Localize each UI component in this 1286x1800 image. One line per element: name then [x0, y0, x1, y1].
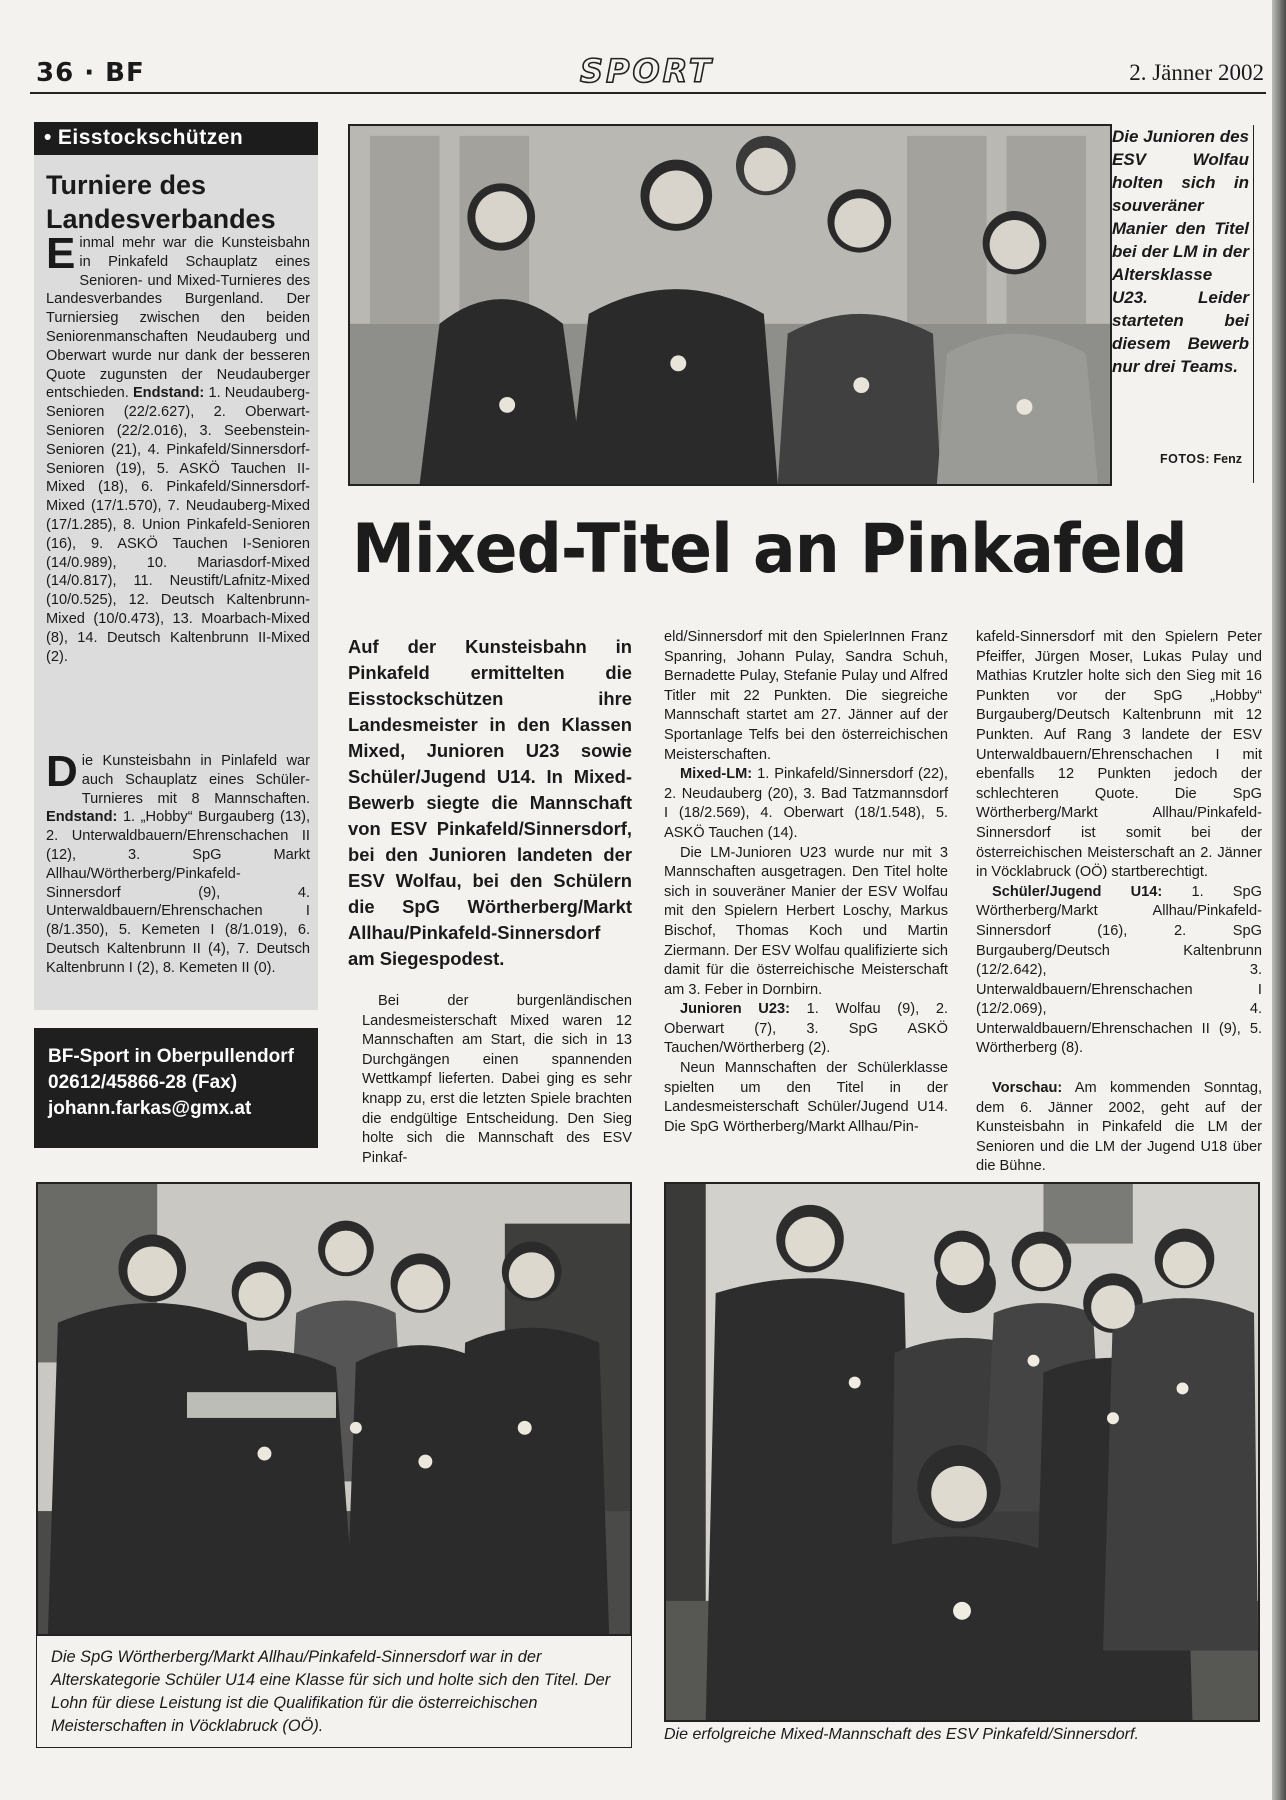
bullet-icon: •	[44, 126, 52, 149]
article-column-2	[664, 628, 948, 1137]
dropcap: D	[46, 747, 78, 796]
article-headline: Mixed-Titel an Pinkafeld	[352, 510, 1187, 589]
result-paragraph	[976, 883, 1262, 1059]
contact-office: BF-Sport in Oberpullendorf	[48, 1046, 294, 1067]
article-column-3	[976, 628, 1262, 1177]
preview-paragraph	[976, 1079, 1262, 1177]
article-column-1	[362, 992, 632, 1168]
photo-caption-bottom-right: Die erfolgreiche Mixed-Mannschaft des ESV Pinkafeld/Sinnersdorf.	[664, 1726, 1139, 1743]
sidebar-paragraph-pupils	[46, 747, 310, 978]
result-label: Junioren U23:	[680, 1001, 790, 1018]
photo-credit	[1160, 452, 1242, 466]
preview-label: Vorschau:	[992, 1080, 1063, 1097]
photo-schueler-team	[36, 1182, 632, 1636]
credit-name: Fenz	[1213, 452, 1242, 466]
section-title: SPORT	[580, 52, 714, 90]
issue-date: 2. Jänner 2002	[1129, 60, 1264, 85]
result-list: 1. Pinkafeld/Sinnersdorf (22), 2. Neudauberg (20), 3. Bad Tatzmannsdorf I (18/2.569), 4. Oberwart (18/1.548), 5. ASKÖ Tauchen (14).	[664, 766, 948, 841]
sidebar-title: Turniere des Landesverbandes	[46, 170, 276, 234]
contact-box	[34, 1028, 318, 1148]
header-rule	[30, 92, 1266, 94]
sidebar-box	[34, 122, 318, 1010]
photo-junioren-team	[348, 124, 1112, 486]
preview-text: Am kommenden Sonntag, dem 6. Jänner 2002, geht auf der Kunsteisbahn in Pinkafeld die LM der Senioren und die LM der Jugend U18 über die Bühne.	[976, 1080, 1263, 1175]
article-paragraph: Neun Mannschaften der Schülerklasse spielten um den Titel in der Landesmeisterschaft Schüler/Jugend U14. Die SpG Wörtherberg/Markt Allhau/Pin-	[664, 1060, 948, 1135]
result-label: Schüler/Jugend U14:	[992, 883, 1163, 900]
photo-mixed-team	[664, 1182, 1260, 1722]
page-number: 36 · BF	[36, 58, 145, 88]
result-label: Endstand:	[132, 385, 205, 402]
article-paragraph: kafeld-Sinnersdorf mit den Spielern Peter Pfeiffer, Jürgen Moser, Lukas Pulay und Mathias Krutzler holte sich den Sieg mit 16 Punkten vor der SpG „Hobby“ Burgauberg/Deutsch Kaltenbrunn mit 12 Punkten. Auf Rang 3 landete der ESV Unterwaldbauern/Ehrenschachen I mit ebenfalls 12 Punkten jedoch der schlechteren Quote. Die SpG Wörtherberg/Markt Allhau/Pinkafeld-Sinnersdorf ist somit bei der österreichischen Meisterschaft an 2. Jänner in Vöcklabruck (OÖ) startberechtigt.	[976, 629, 1262, 881]
result-label: Mixed-LM:	[680, 766, 753, 783]
photo-caption-bottom-left: Die SpG Wörtherberg/Markt Allhau/Pinkafeld-Sinnersdorf war in der Alterskategorie Schüler U14 eine Klasse für sich und holte sich den Titel. Der Lohn für diese Leistung ist die Qualifikation für die österreichischen Meisterschaften in Vöcklabruck (OÖ).	[36, 1636, 632, 1748]
result-label: Endstand:	[46, 809, 118, 826]
sidebar-text: inmal mehr war die Kunsteisbahn in Pinkafeld Schauplatz eines Senioren- und Mixed-Turnieres des Landesverbandes Burgenland. Der Turniersieg zwischen den beiden Seniorenmanschaften Neudauberg und Oberwart wurde nur dank der besseren Quote zugunsten der Neudauberger entschieden.	[46, 235, 310, 402]
result-list: 1. Wolfau (9), 2. Oberwart (7), 3. SpG ASKÖ Tauchen/Wörtherberg (2).	[664, 1001, 948, 1057]
article-paragraph: Die LM-Junioren U23 wurde nur mit 3 Mannschaften ausgetragen. Den Titel holte sich in souveräner Manier der ESV Wolfau mit den Spielern Herbert Loschy, Markus Bischof, Thomas Koch und Martin Ziermann. Der ESV Wolfau qualifizierte sich damit für die österreichische Meisterschaft am 3. Feber in Dornbirn.	[664, 844, 948, 998]
result-paragraph	[664, 1000, 948, 1059]
credit-label: FOTOS:	[1160, 452, 1210, 466]
contact-email: johann.farkas@gmx.at	[48, 1098, 252, 1119]
dropcap: E	[46, 229, 76, 278]
contact-fax: 02612/45866-28 (Fax)	[48, 1072, 238, 1093]
result-list: 1. SpG Wörtherberg/Markt Allhau/Pinkafeld-Sinnersdorf (16), 2. SpG Burgauberg/Deutsch Kaltenbrunn (12/2.642), 3. Unterwaldbauern/Ehrenschachen I (12/2.069), 4. Unterwaldbauern/Ehrenschachen II (9), 5. Wörtherberg (8).	[976, 883, 1262, 1057]
result-paragraph	[664, 765, 948, 843]
sidebar-kicker	[34, 122, 318, 155]
sidebar-text: ie Kunsteisbahn in Pinlafeld war auch Schauplatz eines Schüler-Turnieres mit 8 Mannschaften.	[81, 753, 310, 807]
result-list: 1. „Hobby“ Burgauberg (13), 2. Unterwaldbauern/Ehrenschachen II (12), 3. SpG Markt Allhau/Wörtherberg/Pinkafeld-Sinnersdorf (9), 4. Unterwaldbauern/Ehrenschachen I (8/1.350), 5. Kemeten I (8/1.019), 6. Deutsch Kaltenbrunn II (4), 7. Deutsch Kaltenbrunn I (2), 8. Kemeten II (0).	[46, 809, 310, 976]
article-paragraph: Bei der burgenländischen Landesmeisterschaft Mixed waren 12 Mannschaften am Start, die sich in 13 Durchgängen einen spannenden Wettkampf lieferten. Dabei ging es sehr knapp zu, erst die letzten Spiele brachten die endgültige Entscheidung. Den Sieg holte sich die Mannschaft des ESV Pinkaf-	[362, 993, 632, 1166]
article-lead: Auf der Kunsteisbahn in Pinkafeld ermittelten die Eisstockschützen ihre Landesmeister in den Klassen Mixed, Junioren U23 sowie Schüler/Jugend U14. In Mixed-Bewerb siegte die Mannschaft von ESV Pinkafeld/Sinnersdorf, bei den Junioren landeten der ESV Wolfau, bei den Schülern die SpG Wörtherberg/Markt Allhau/Pinkafeld-Sinnersdorf am Siegespodest.	[348, 636, 632, 969]
sidebar-paragraph-seniors	[46, 229, 310, 666]
page-edge-shadow	[1272, 0, 1286, 1800]
sidebar-kicker-label: Eisstockschützen	[57, 126, 244, 149]
result-list: 1. Neudauberg-Senioren (22/2.627), 2. Oberwart-Senioren (22/2.016), 3. Seebenstein-Senioren (21), 4. Pinkafeld/Sinnersdorf-Senioren (19), 5. ASKÖ Tauchen II-Mixed (18), 6. Pinkafeld/Sinnersdorf-Mixed (17/1.570), 7. Neudauberg-Mixed (17/1.285), 8. Union Pinkafeld-Senioren (16), 9. ASKÖ Tauchen I-Senioren (14/0.989), 10. Mariasdorf-Mixed (14/0.817), 11. Neustift/Lafnitz-Mixed (10/0.525), 12. Deutsch Kaltenbrunn-Mixed (10/0.473), 13. Moarbach-Mixed (8), 14. Deutsch Kaltenbrunn II-Mixed (2).	[46, 385, 310, 665]
article-paragraph: eld/Sinnersdorf mit den SpielerInnen Franz Spanring, Johann Pulay, Sandra Schuh, Bernadette Pulay, Stefanie Pulay und Alfred Titler mit 22 Punkten. Die siegreiche Mannschaft startet am 27. Jänner auf der Sportanlage Telfs bei den österreichischen Meisterschaften.	[664, 629, 948, 763]
photo-caption-top: Die Junioren des ESV Wolfau holten sich in souveräner Manier den Titel bei der LM in der Altersklasse U23. Leider starteten bei diesem Bewerb nur drei Teams.	[1112, 125, 1254, 483]
